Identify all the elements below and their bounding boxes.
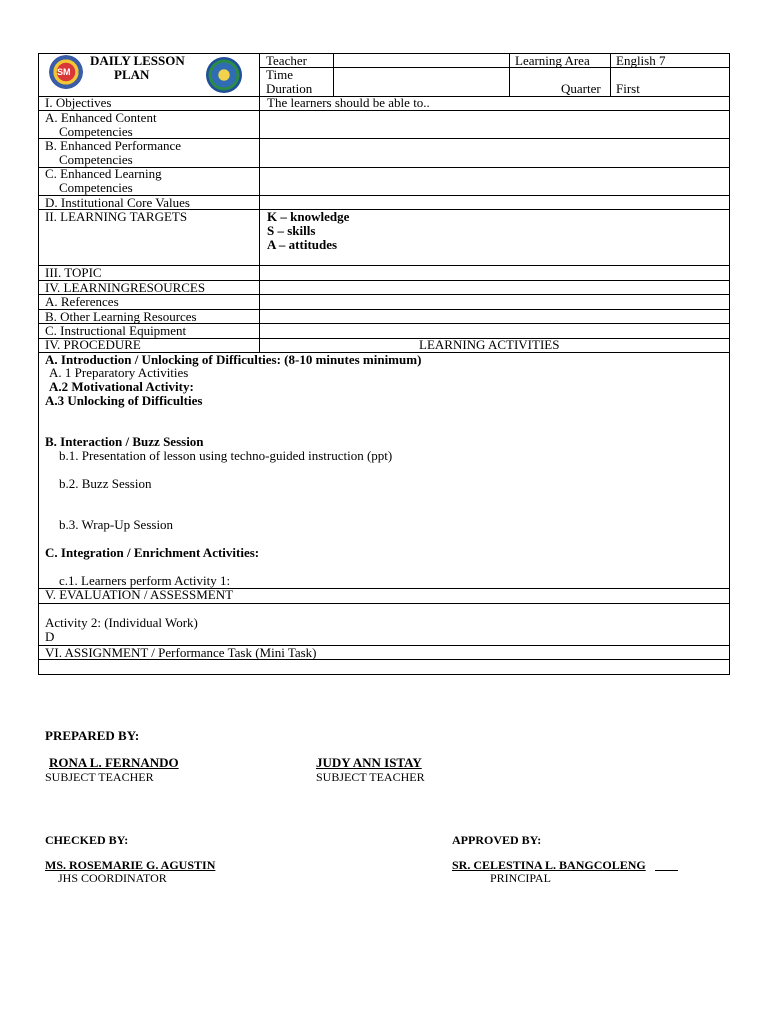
duration-label: Duration: [266, 81, 313, 96]
learning-competencies-label-2: Competencies: [59, 180, 133, 195]
references-label: A. References: [45, 294, 119, 309]
performance-competencies-label-2: Competencies: [59, 152, 133, 167]
teacher1-role: SUBJECT TEACHER: [45, 770, 154, 784]
time-label: Time: [266, 67, 293, 82]
approved-by-label: APPROVED BY:: [452, 833, 542, 847]
coordinator-name: MS. ROSEMARIE G. AGUSTIN: [45, 858, 216, 872]
presentation-item: b.1. Presentation of lesson using techno-guided instruction (ppt): [59, 448, 393, 463]
content-competencies-label: A. Enhanced Content: [45, 110, 157, 125]
learning-activities-heading: LEARNING ACTIVITIES: [419, 337, 560, 352]
header-divider-1: [333, 53, 334, 97]
preparatory-activities: A. 1 Preparatory Activities: [49, 365, 189, 380]
quarter-value: First: [616, 81, 640, 96]
teacher2-name: JUDY ANN ISTAY: [316, 755, 422, 770]
interaction-heading: B. Interaction / Buzz Session: [45, 434, 204, 449]
quarter-label: Quarter: [561, 81, 601, 96]
learning-targets-label: II. LEARNING TARGETS: [45, 209, 188, 224]
unlocking-difficulties: A.3 Unlocking of Difficulties: [45, 393, 203, 408]
principal-role: PRINCIPAL: [490, 871, 551, 885]
learning-competencies-label: C. Enhanced Learning: [45, 166, 162, 181]
procedure-label: IV. PROCEDURE: [45, 337, 141, 352]
target-knowledge: K – knowledge: [267, 209, 350, 224]
equipment-label: C. Instructional Equipment: [45, 323, 187, 338]
deped-seal-icon: [206, 57, 242, 93]
objectives-value: The learners should be able to..: [267, 95, 430, 110]
assignment-heading: VI. ASSIGNMENT / Performance Task (Mini Task): [45, 645, 317, 660]
topic-label: III. TOPIC: [45, 265, 102, 280]
teacher1-name: RONA L. FERNANDO: [49, 755, 179, 770]
objectives-label: I. Objectives: [45, 95, 112, 110]
school-logo-icon: [49, 55, 83, 89]
teacher-label: Teacher: [266, 53, 307, 68]
learning-area-value: English 7: [616, 53, 666, 68]
activity-1-item: c.1. Learners perform Activity 1:: [59, 573, 231, 588]
row-line: [38, 603, 730, 604]
learning-area-label: Learning Area: [515, 53, 590, 68]
buzz-session-item: b.2. Buzz Session: [59, 476, 152, 491]
table-border-right: [729, 53, 730, 675]
activity-2-item: Activity 2: (Individual Work): [45, 615, 198, 630]
header-divider-3: [610, 53, 611, 97]
row-line: [38, 338, 730, 339]
teacher2-role: SUBJECT TEACHER: [316, 770, 425, 784]
evaluation-heading: V. EVALUATION / ASSESSMENT: [45, 587, 234, 602]
checked-by-label: CHECKED BY:: [45, 833, 129, 847]
integration-heading: C. Integration / Enrichment Activities:: [45, 545, 260, 560]
evaluation-d: D: [45, 629, 55, 644]
wrap-up-item: b.3. Wrap-Up Session: [59, 517, 174, 532]
resources-label: IV. LEARNINGRESOURCES: [45, 280, 206, 295]
performance-competencies-label: B. Enhanced Performance: [45, 138, 182, 153]
target-attitudes: A – attitudes: [267, 237, 338, 252]
content-competencies-label-2: Competencies: [59, 124, 133, 139]
title-line-1: DAILY LESSON: [90, 53, 185, 68]
logo-text: SM: [57, 67, 71, 77]
column-divider: [259, 53, 260, 353]
target-skills: S – skills: [267, 223, 316, 238]
row-line: [38, 265, 730, 266]
header-divider-2: [509, 53, 510, 97]
table-border-left: [38, 53, 39, 675]
prepared-by-label: PREPARED BY:: [45, 728, 140, 743]
other-resources-label: B. Other Learning Resources: [45, 309, 197, 324]
coordinator-role: JHS COORDINATOR: [58, 871, 167, 885]
introduction-heading: A. Introduction / Unlocking of Difficulties: (8-10 minutes minimum): [45, 352, 422, 367]
row-line: [38, 674, 730, 675]
core-values-label: D. Institutional Core Values: [45, 195, 190, 210]
motivational-activity: A.2 Motivational Activity:: [49, 379, 194, 394]
principal-name: SR. CELESTINA L. BANGCOLENG: [452, 858, 646, 872]
title-line-2: PLAN: [114, 67, 150, 82]
principal-underline-extension: [655, 870, 678, 871]
